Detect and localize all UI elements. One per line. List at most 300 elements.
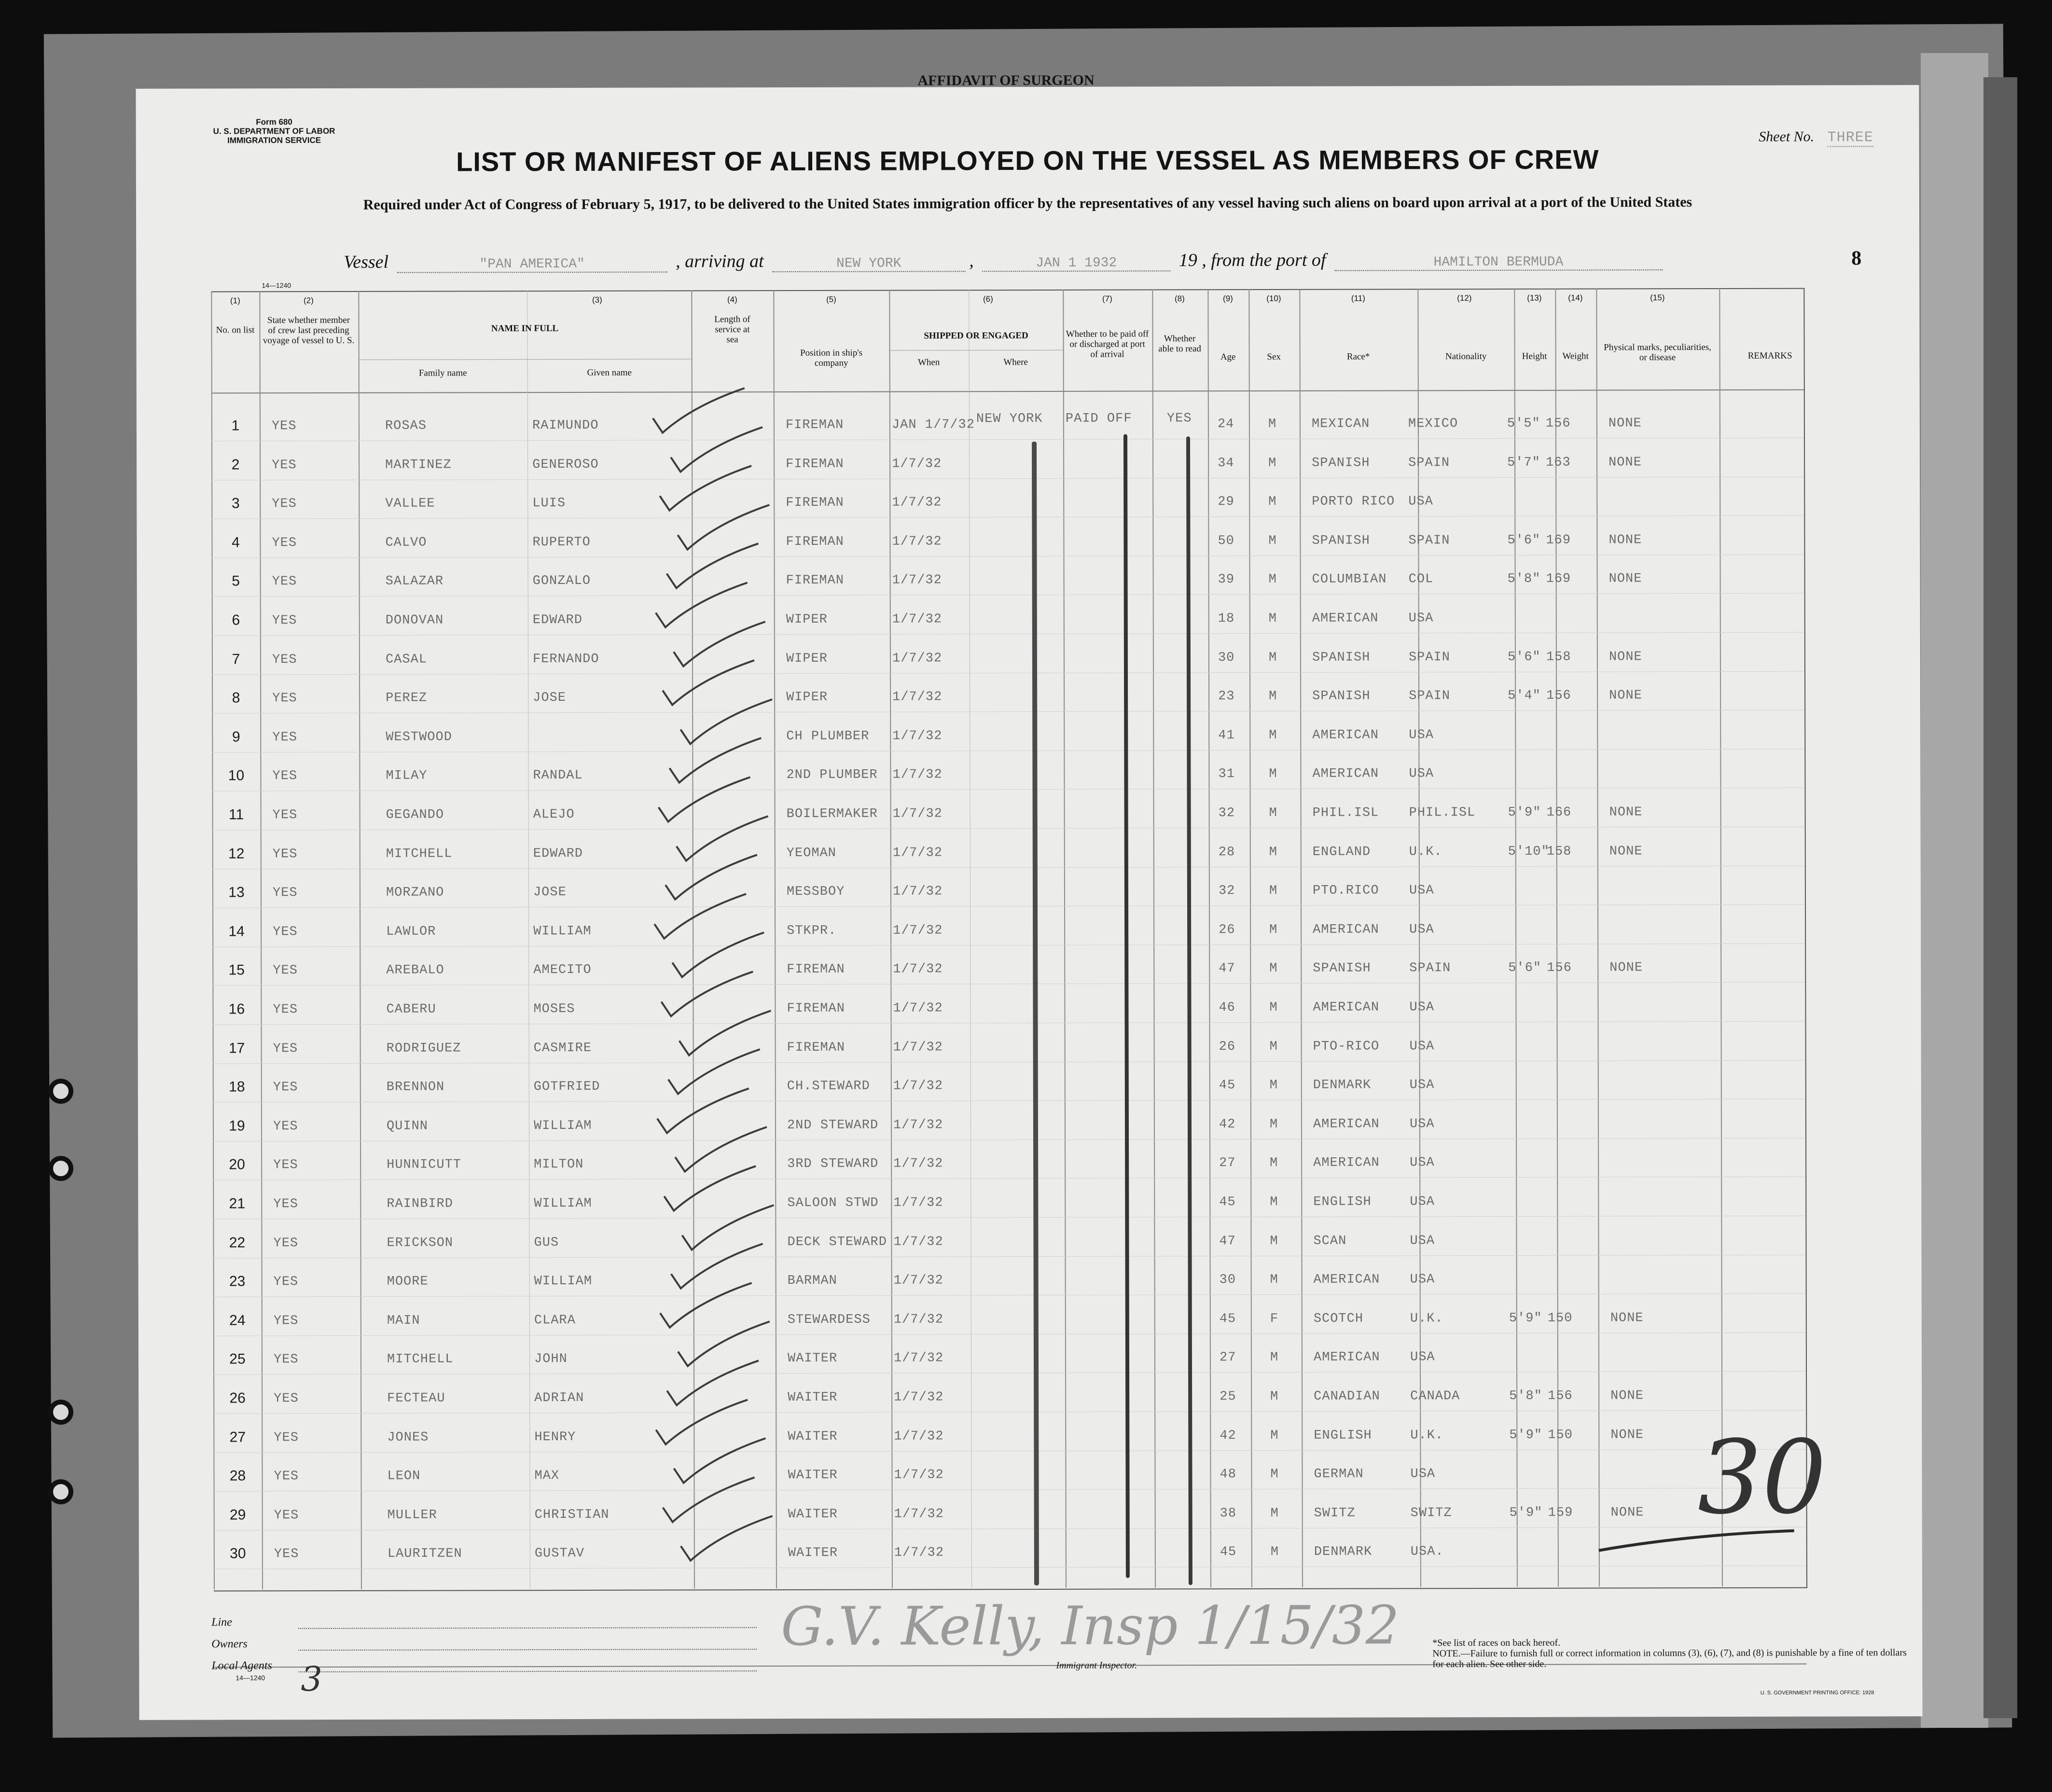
cell-nationality: USA <box>1410 1467 1436 1482</box>
cell-given: ADRIAN <box>534 1390 584 1406</box>
row-number: 21 <box>229 1195 246 1212</box>
cell-family: SALAZAR <box>385 574 444 589</box>
cell-age: 48 <box>1220 1467 1236 1482</box>
footer-notes <box>1432 1637 1915 1669</box>
cell-race: PORTO RICO <box>1312 494 1395 509</box>
cell-sex: M <box>1268 456 1277 471</box>
row-number: 20 <box>229 1156 245 1173</box>
cell-family: JONES <box>387 1430 429 1445</box>
cell-nationality: USA <box>1410 1233 1435 1248</box>
cell-sex: M <box>1269 689 1277 704</box>
from-port-label: , from the port of <box>1202 250 1326 271</box>
header-physical-marks: Physical marks, peculiarities, or disease <box>1604 342 1711 363</box>
cell-sex: M <box>1270 1234 1278 1249</box>
cell-sex: M <box>1270 1545 1279 1560</box>
cell-marks: NONE <box>1610 1505 1644 1520</box>
cell-given: GENEROSO <box>532 457 599 472</box>
cell-nationality: USA <box>1409 1078 1435 1093</box>
cell-family: QUINN <box>386 1119 429 1134</box>
cell-position: MESSBOY <box>786 884 845 900</box>
cell-nationality: COL <box>1408 572 1434 587</box>
cell-when: 1/7/32 <box>894 1507 944 1522</box>
cell-position: FIREMAN <box>787 1040 846 1055</box>
cell-race: AMERICAN <box>1313 1272 1380 1287</box>
cell-nationality: USA <box>1409 1039 1435 1054</box>
cell-race: SPANISH <box>1312 533 1370 548</box>
column-number: (3) <box>592 295 602 305</box>
header-remarks: REMARKS <box>1747 350 1792 361</box>
cell-race: CANADIAN <box>1314 1389 1380 1404</box>
cell-height: 5'9" <box>1508 805 1541 820</box>
row-number: 30 <box>230 1545 246 1562</box>
sheet-number-label: Sheet No. <box>1759 128 1815 145</box>
cell-nationality: SWITZ <box>1410 1505 1452 1521</box>
cell-position: WAITER <box>788 1390 838 1405</box>
cell-sex: M <box>1268 495 1277 510</box>
cell-family: CALVO <box>385 535 427 550</box>
inspector-signature: G.V. Kelly, Insp 1/15/32 <box>781 1594 1400 1658</box>
cell-last: YES <box>272 769 298 784</box>
cell-age: 47 <box>1219 1234 1236 1249</box>
cell-age: 23 <box>1218 689 1235 704</box>
cell-position: WAITER <box>788 1546 838 1561</box>
cell-last: YES <box>272 497 297 512</box>
cell-position: 2ND PLUMBER <box>786 768 878 783</box>
local-agents-label: Local Agents <box>211 1659 272 1672</box>
cell-weight: 158 <box>1546 650 1571 665</box>
cell-last: YES <box>273 963 298 978</box>
cell-weight: 159 <box>1548 1505 1573 1520</box>
row-number: 19 <box>229 1118 245 1134</box>
cell-when: 1/7/32 <box>893 1273 943 1288</box>
cell-family: MOORE <box>387 1274 429 1289</box>
row-number: 9 <box>232 729 240 745</box>
row-number: 24 <box>229 1312 246 1329</box>
cell-nationality: SPAIN <box>1409 961 1451 976</box>
cell-family: WESTWOOD <box>386 730 452 745</box>
cell-given: CHRISTIAN <box>534 1507 610 1522</box>
cell-race: PHIL.ISL <box>1312 806 1379 820</box>
cell-position: WAITER <box>787 1351 838 1366</box>
cell-given: AMECITO <box>533 963 592 978</box>
small-form-code: 14—1240 <box>262 281 291 290</box>
cell-nationality: SPAIN <box>1408 455 1450 470</box>
cell-height: 5'9" <box>1509 1428 1543 1443</box>
vessel-line: Vessel "PAN AMERICA" , arriving at NEW YORK , JAN 1 1932 19 , from the port of HAMILTON BERMUDA <box>344 248 1888 273</box>
cell-given: FERNANDO <box>532 652 599 667</box>
cell-race: AMERICAN <box>1312 766 1379 782</box>
cell-race: SPANISH <box>1312 456 1370 471</box>
cell-family: PEREZ <box>386 691 428 706</box>
cell-position: STKPR. <box>787 923 837 938</box>
cell-given: RAIMUNDO <box>532 418 599 433</box>
header-weight: Weight <box>1562 351 1589 361</box>
cell-position: WIPER <box>786 651 828 666</box>
cell-given: ALEJO <box>533 807 575 822</box>
cell-when: 1/7/32 <box>892 456 942 472</box>
form-identifier <box>213 117 335 145</box>
cell-given: HENRY <box>534 1430 576 1445</box>
cell-position: WAITER <box>788 1429 838 1444</box>
header-position: Position in ship's company <box>800 347 863 368</box>
cell-race: MEXICAN <box>1311 417 1370 431</box>
cell-when: 1/7/32 <box>893 1312 944 1327</box>
vessel-name: "PAN AMERICA" <box>397 257 667 273</box>
cell-family: MITCHELL <box>387 1352 454 1367</box>
cell-position: FIREMAN <box>785 417 844 433</box>
cell-given: JOHN <box>534 1352 568 1367</box>
cell-sex: M <box>1270 1506 1279 1521</box>
cell-age: 28 <box>1218 845 1235 860</box>
cell-given: RANDAL <box>533 768 583 783</box>
row-number: 29 <box>229 1507 246 1523</box>
header-member-last-voyage: State whether member of crew last preceding voyage of vessel to U. S. <box>263 315 355 346</box>
manifest-sheet <box>136 72 1922 1720</box>
cell-race: AMERICAN <box>1313 1000 1380 1015</box>
column-number: (5) <box>826 294 836 304</box>
handwritten-total: 30 <box>1697 1418 1827 1537</box>
arrival-date: JAN 1 1932 <box>982 255 1170 272</box>
cell-last: YES <box>273 1041 298 1056</box>
cell-nationality: U.K. <box>1410 1311 1443 1326</box>
cell-when: 1/7/32 <box>892 690 943 705</box>
cell-age: 26 <box>1219 1039 1236 1054</box>
cell-last: YES <box>273 1352 299 1367</box>
row-1-able-to-read: YES <box>1166 411 1192 426</box>
cell-last: YES <box>273 924 298 940</box>
cell-race: PTO-RICO <box>1313 1039 1380 1054</box>
column-number: (6) <box>983 294 993 304</box>
cell-given: CASMIRE <box>533 1041 592 1056</box>
cell-sex: F <box>1270 1311 1279 1326</box>
cell-given: WILLIAM <box>534 1274 593 1289</box>
local-agents-code: 14—1240 <box>236 1674 265 1682</box>
cell-sex: M <box>1270 1467 1279 1482</box>
row-number: 14 <box>228 923 245 940</box>
folder-edge-shadow <box>1983 77 2017 1718</box>
cell-position: FIREMAN <box>787 1001 845 1016</box>
cell-when: 1/7/32 <box>894 1545 944 1560</box>
cell-position: FIREMAN <box>786 534 844 549</box>
cell-position: FIREMAN <box>786 573 845 588</box>
cell-given: MOSES <box>533 1001 575 1017</box>
cell-family: FECTEAU <box>387 1391 445 1406</box>
cell-age: 30 <box>1219 1273 1236 1288</box>
cell-weight: 166 <box>1546 805 1572 820</box>
cell-sex: M <box>1268 533 1277 548</box>
binder-hole <box>48 1479 73 1504</box>
cell-sex: M <box>1269 884 1278 899</box>
header-where: Where <box>1003 357 1028 368</box>
cell-when: 1/7/32 <box>893 1351 944 1366</box>
cell-weight: 156 <box>1547 961 1572 976</box>
cell-nationality: SPAIN <box>1408 533 1450 548</box>
cell-when: 1/7/32 <box>892 767 943 782</box>
cell-weight: 156 <box>1548 1389 1573 1403</box>
cell-given: EDWARD <box>533 846 583 861</box>
cell-race: GERMAN <box>1314 1467 1364 1482</box>
cell-family: MULLER <box>387 1508 437 1523</box>
row-1-paid-off: PAID OFF <box>1065 411 1132 426</box>
line-label: Line <box>211 1616 232 1629</box>
cell-sex: M <box>1268 650 1277 665</box>
cell-sex: M <box>1270 1156 1278 1171</box>
row-number: 8 <box>232 690 240 706</box>
cell-when: 1/7/32 <box>892 729 943 744</box>
cell-nationality: USA <box>1409 728 1434 743</box>
cell-race: SWITZ <box>1314 1506 1356 1521</box>
cell-nationality: USA <box>1408 611 1434 626</box>
header-sex: Sex <box>1267 351 1281 362</box>
cell-given: JOSE <box>533 691 566 706</box>
cell-last: YES <box>273 1275 299 1290</box>
cell-height: 5'6" <box>1508 961 1542 976</box>
cell-height: 5'8" <box>1507 572 1541 587</box>
cell-sex: M <box>1269 767 1277 782</box>
cell-position: CH PLUMBER <box>786 729 870 744</box>
header-paid-off: Whether to be paid off or discharged at port of arrival <box>1066 329 1149 360</box>
cell-last: YES <box>273 1080 298 1095</box>
cell-age: 30 <box>1218 650 1235 665</box>
cell-race: AMERICAN <box>1312 728 1379 743</box>
cell-nationality: PHIL.ISL <box>1409 806 1476 820</box>
owners-rule <box>298 1649 757 1651</box>
cell-given: LUIS <box>532 496 566 511</box>
cell-when: 1/7/32 <box>893 1001 943 1016</box>
cell-last: YES <box>272 730 297 745</box>
departure-port: HAMILTON BERMUDA <box>1334 254 1663 271</box>
cell-marks: NONE <box>1608 571 1642 586</box>
cell-sex: M <box>1270 1428 1279 1443</box>
cell-position: WIPER <box>786 612 828 627</box>
row-number: 7 <box>232 651 240 667</box>
cell-age: 45 <box>1219 1311 1236 1326</box>
cell-height: 5'6" <box>1507 650 1541 665</box>
cell-when: 1/7/32 <box>892 845 943 861</box>
cell-age: 26 <box>1219 922 1235 937</box>
row-number: 25 <box>229 1351 246 1367</box>
cell-race: SPANISH <box>1313 961 1371 976</box>
cell-height: 5'8" <box>1509 1389 1542 1403</box>
cell-height: 5'9" <box>1509 1311 1542 1326</box>
cell-sex: M <box>1269 922 1278 937</box>
cell-nationality: U.K. <box>1409 844 1442 859</box>
cell-age: 45 <box>1220 1545 1237 1560</box>
folder-edge <box>1921 53 1988 1728</box>
cell-when: 1/7/32 <box>892 651 943 666</box>
cell-height: 5'7" <box>1507 455 1540 470</box>
row-number: 10 <box>228 767 245 784</box>
cell-family: MITCHELL <box>386 847 453 861</box>
cell-last: YES <box>273 1158 298 1173</box>
cell-marks: NONE <box>1608 416 1642 431</box>
cell-when: 1/7/32 <box>892 495 942 510</box>
owners-label: Owners <box>211 1638 248 1651</box>
cell-last: YES <box>274 1508 299 1523</box>
header-able-to-read: Whether able to read <box>1158 333 1201 354</box>
vessel-label: Vessel <box>344 251 389 272</box>
printer-imprint: U. S. GOVERNMENT PRINTING OFFICE: 1928 <box>1760 1690 1874 1696</box>
cell-given: EDWARD <box>532 612 583 628</box>
cell-race: AMERICAN <box>1313 1350 1380 1365</box>
cell-age: 41 <box>1218 728 1235 743</box>
cell-marks: NONE <box>1608 533 1642 548</box>
cell-sex: M <box>1269 1000 1278 1015</box>
cell-age: 38 <box>1220 1506 1237 1521</box>
cell-age: 29 <box>1218 495 1234 510</box>
total-underline <box>1596 1528 1799 1558</box>
cell-age: 46 <box>1219 1000 1235 1015</box>
row-number: 28 <box>229 1468 246 1484</box>
cell-nationality: USA <box>1409 766 1434 781</box>
page-number: 8 <box>1851 247 1862 270</box>
row-number: 16 <box>228 1001 245 1017</box>
cell-height: 5'6" <box>1507 533 1541 548</box>
cell-sex: M <box>1270 1350 1279 1365</box>
cell-when: 1/7/32 <box>893 1195 943 1210</box>
cell-family: VALLEE <box>385 496 435 511</box>
cell-marks: NONE <box>1609 844 1643 859</box>
header-name-in-full: NAME IN FULL <box>491 323 559 334</box>
cell-age: 27 <box>1219 1350 1236 1365</box>
row-number: 3 <box>231 495 240 512</box>
header-given-name: Given name <box>587 367 632 378</box>
binder-hole <box>48 1156 73 1181</box>
cell-race: SCAN <box>1313 1234 1347 1249</box>
service-name: IMMIGRATION SERVICE <box>227 136 321 145</box>
race-note: *See list of races on back hereof. <box>1432 1637 1561 1649</box>
cell-weight: 169 <box>1546 572 1571 587</box>
cell-age: 34 <box>1218 456 1234 471</box>
cell-family: MORZANO <box>386 885 444 900</box>
cell-position: FIREMAN <box>786 495 844 511</box>
cell-given: GUS <box>534 1235 559 1250</box>
local-agents-handwritten: 3 <box>301 1659 322 1699</box>
fine-note: NOTE.—Failure to furnish full or correct information in columns (3), (6), (7), and (8) is punishable by a fine of ten dollars for each alien. See other side. <box>1432 1647 1907 1670</box>
cell-family: RAINBIRD <box>387 1196 453 1211</box>
check-mark <box>674 1512 780 1570</box>
cell-race: DENMARK <box>1313 1078 1372 1093</box>
cell-family: MILAY <box>386 769 428 784</box>
cell-height: 5'9" <box>1509 1505 1543 1520</box>
cell-family: CASAL <box>385 652 427 667</box>
cell-weight: 150 <box>1548 1428 1573 1443</box>
cell-position: WAITER <box>788 1507 838 1522</box>
cell-given: CLARA <box>534 1313 576 1328</box>
year-prefix: 19 <box>1179 250 1197 271</box>
column-number: (7) <box>1102 294 1112 304</box>
cell-last: YES <box>274 1391 299 1406</box>
cell-last: YES <box>273 1313 299 1329</box>
cell-race: PTO.RICO <box>1312 883 1379 898</box>
header-shipped-or-engaged: SHIPPED OR ENGAGED <box>924 331 1028 341</box>
cell-nationality: USA. <box>1410 1544 1444 1559</box>
cell-age: 50 <box>1218 533 1234 548</box>
cell-weight: 163 <box>1546 455 1571 470</box>
cell-last: YES <box>273 1119 298 1134</box>
cell-family: RODRIGUEZ <box>386 1041 461 1056</box>
cell-race: DENMARK <box>1314 1544 1373 1560</box>
cell-nationality: USA <box>1409 1000 1435 1015</box>
page-header: AFFIDAVIT OF SURGEON <box>917 72 1095 89</box>
header-when: When <box>917 357 940 368</box>
cell-when: 1/7/32 <box>892 573 942 588</box>
cell-when: 1/7/32 <box>894 1429 944 1444</box>
cell-when: 1/7/32 <box>892 612 943 627</box>
cell-last: YES <box>272 535 297 551</box>
cell-weight: 156 <box>1546 688 1571 703</box>
cell-race: AMERICAN <box>1313 922 1379 937</box>
row-number: 22 <box>229 1234 246 1251</box>
cell-sex: M <box>1269 1117 1278 1132</box>
cell-age: 45 <box>1219 1078 1236 1093</box>
row-number: 11 <box>229 806 244 823</box>
cell-when: 1/7/32 <box>893 1079 943 1094</box>
cell-position: 2ND STEWARD <box>787 1118 879 1133</box>
cell-age: 45 <box>1219 1195 1236 1210</box>
cell-last: YES <box>271 419 297 434</box>
arrival-port: NEW YORK <box>772 256 965 272</box>
row-number: 4 <box>232 534 240 551</box>
cell-family: HUNNICUTT <box>387 1157 461 1173</box>
cell-marks: NONE <box>1610 1427 1644 1443</box>
cell-given: MILTON <box>534 1157 584 1172</box>
cell-marks: NONE <box>1610 1389 1644 1403</box>
cell-height: 5'5" <box>1507 416 1540 431</box>
cell-family: ROSAS <box>385 418 427 433</box>
cell-sex: M <box>1269 961 1278 976</box>
row-number: 5 <box>232 573 240 589</box>
cell-nationality: USA <box>1410 1195 1435 1209</box>
cell-weight: 150 <box>1547 1311 1573 1326</box>
column-number: (15) <box>1650 293 1665 303</box>
form-number: Form 680 <box>256 117 292 127</box>
cell-height: 5'10" <box>1508 844 1550 859</box>
cell-race: AMERICAN <box>1313 1155 1380 1171</box>
cell-last: YES <box>274 1430 299 1445</box>
cell-age: 31 <box>1218 767 1235 782</box>
cell-age: 27 <box>1219 1156 1236 1171</box>
cell-given: WILLIAM <box>533 924 592 939</box>
cell-last: YES <box>272 458 297 472</box>
cell-marks: NONE <box>1608 649 1642 665</box>
cell-age: 32 <box>1218 806 1235 821</box>
cell-given: MAX <box>534 1469 560 1484</box>
cell-sex: M <box>1268 611 1277 626</box>
cell-when: 1/7/32 <box>894 1468 944 1483</box>
cell-when: 1/7/32 <box>893 1040 943 1055</box>
cell-nationality: USA <box>1409 922 1434 937</box>
local-agents-rule <box>298 1670 757 1672</box>
row-number: 27 <box>229 1429 246 1445</box>
inspector-caption: Immigrant Inspector. <box>1056 1660 1137 1671</box>
column-number: (9) <box>1222 294 1233 304</box>
cell-when: 1/7/32 <box>893 1118 943 1133</box>
cell-position: CH.STEWARD <box>787 1079 870 1094</box>
cell-age: 18 <box>1218 611 1235 626</box>
cell-when: 1/7/32 <box>894 1390 944 1405</box>
cell-last: YES <box>272 691 297 706</box>
row-number: 17 <box>228 1040 245 1056</box>
column-number: (10) <box>1266 293 1281 303</box>
cell-nationality: USA <box>1409 883 1434 898</box>
cell-family: LAWLOR <box>386 924 436 939</box>
cell-when: 1/7/32 <box>892 884 943 899</box>
row-number: 12 <box>228 845 245 862</box>
cell-family: CABERU <box>386 1002 436 1017</box>
cell-nationality: SPAIN <box>1408 650 1450 665</box>
cell-last: YES <box>273 1236 299 1250</box>
